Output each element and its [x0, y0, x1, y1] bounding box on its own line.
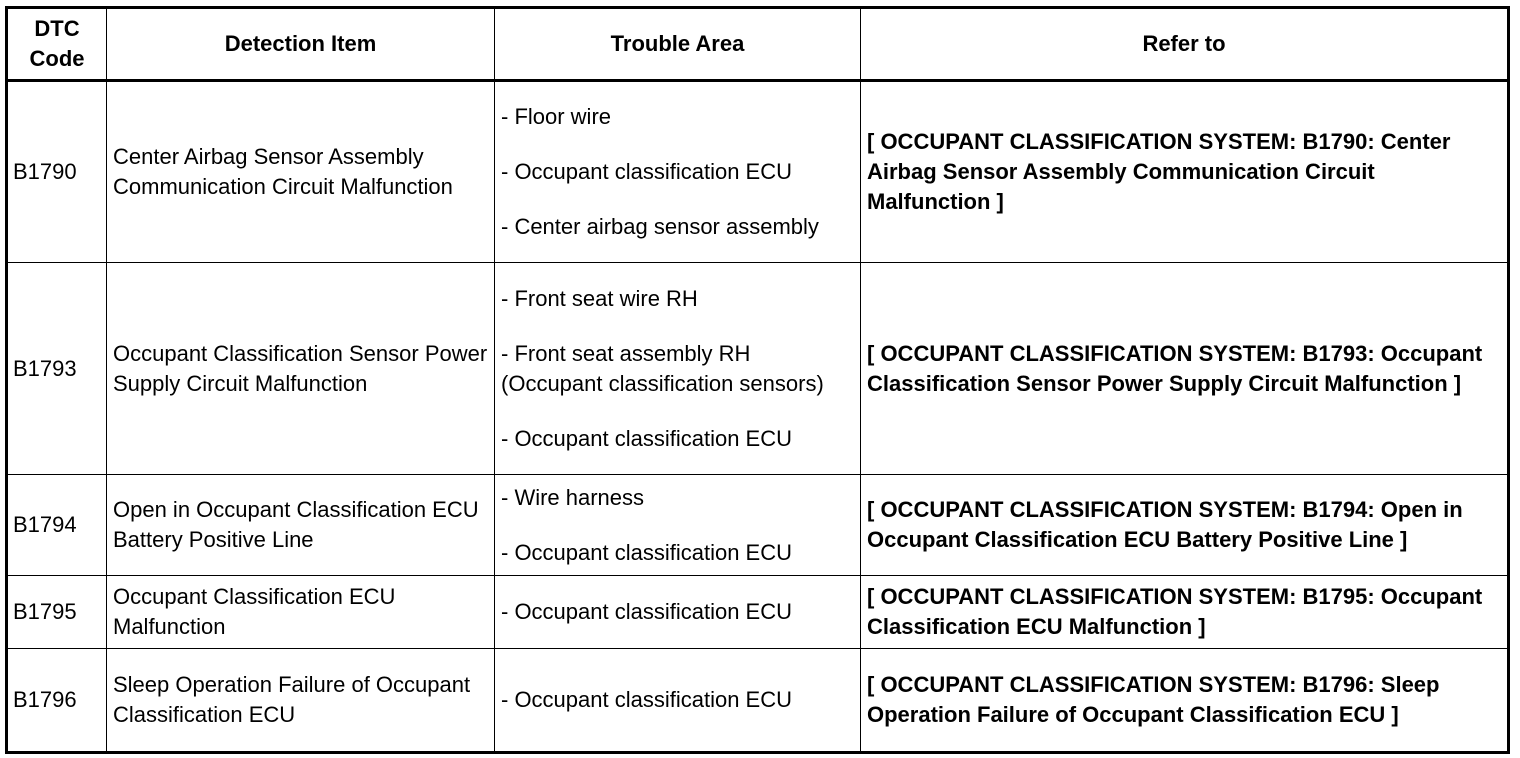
dtc-code-cell: B1795 — [7, 576, 107, 649]
dtc-code-cell: B1793 — [7, 263, 107, 475]
detection-item-cell: Occupant Classification ECU Malfunction — [107, 576, 495, 649]
header-trouble-area: Trouble Area — [495, 8, 861, 81]
trouble-area-item: - Occupant classification ECU — [501, 599, 792, 624]
refer-to-link[interactable]: [ OCCUPANT CLASSIFICATION SYSTEM: B1790: Center Airbag Sensor Assembly Communication Circuit Malfunction ] — [861, 81, 1509, 263]
trouble-area-item: - Floor wire — [501, 104, 612, 129]
dtc-code-cell: B1794 — [7, 475, 107, 576]
trouble-area-cell — [495, 81, 861, 263]
header-refer-to: Refer to — [861, 8, 1509, 81]
detection-item-cell: Occupant Classification Sensor Power Supply Circuit Malfunction — [107, 263, 495, 475]
trouble-area-cell — [495, 576, 861, 649]
trouble-area-item: - Center airbag sensor assembly — [501, 214, 819, 239]
trouble-area-cell — [495, 475, 861, 576]
trouble-area-item: - Wire harness — [501, 484, 645, 510]
dtc-code-cell: B1796 — [7, 649, 107, 753]
header-dtc-code-line1: DTC — [34, 16, 80, 41]
header-row — [7, 8, 1509, 81]
trouble-area-cell — [495, 263, 861, 475]
table-row — [7, 475, 1509, 576]
trouble-area-item: - Front seat assembly RH (Occupant classification sensors) — [501, 340, 824, 396]
table-row — [7, 263, 1509, 475]
dtc-table — [5, 6, 1510, 754]
header-dtc-code-line2: Code — [29, 46, 85, 71]
table-row — [7, 81, 1509, 263]
trouble-area-item: - Occupant classification ECU — [501, 159, 792, 184]
trouble-area-item: - Occupant classification ECU — [501, 539, 792, 565]
header-detection-item: Detection Item — [107, 8, 495, 81]
refer-to-link[interactable]: [ OCCUPANT CLASSIFICATION SYSTEM: B1793: Occupant Classification Sensor Power Supply Circuit Malfunction ] — [861, 263, 1509, 475]
refer-to-link[interactable]: [ OCCUPANT CLASSIFICATION SYSTEM: B1796: Sleep Operation Failure of Occupant Classification ECU ] — [861, 649, 1509, 753]
refer-to-link[interactable]: [ OCCUPANT CLASSIFICATION SYSTEM: B1794: Open in Occupant Classification ECU Battery Positive Line ] — [861, 475, 1509, 576]
table-row — [7, 576, 1509, 649]
trouble-area-item: - Front seat wire RH — [501, 285, 698, 311]
detection-item-cell: Open in Occupant Classification ECU Battery Positive Line — [107, 475, 495, 576]
header-dtc-code — [7, 8, 107, 81]
trouble-area-item: - Occupant classification ECU — [501, 425, 792, 451]
trouble-area-cell — [495, 649, 861, 753]
detection-item-cell: Sleep Operation Failure of Occupant Classification ECU — [107, 649, 495, 753]
table-row — [7, 649, 1509, 753]
dtc-code-cell: B1790 — [7, 81, 107, 263]
trouble-area-item: - Occupant classification ECU — [501, 687, 792, 712]
detection-item-cell: Center Airbag Sensor Assembly Communication Circuit Malfunction — [107, 81, 495, 263]
refer-to-link[interactable]: [ OCCUPANT CLASSIFICATION SYSTEM: B1795: Occupant Classification ECU Malfunction ] — [861, 576, 1509, 649]
